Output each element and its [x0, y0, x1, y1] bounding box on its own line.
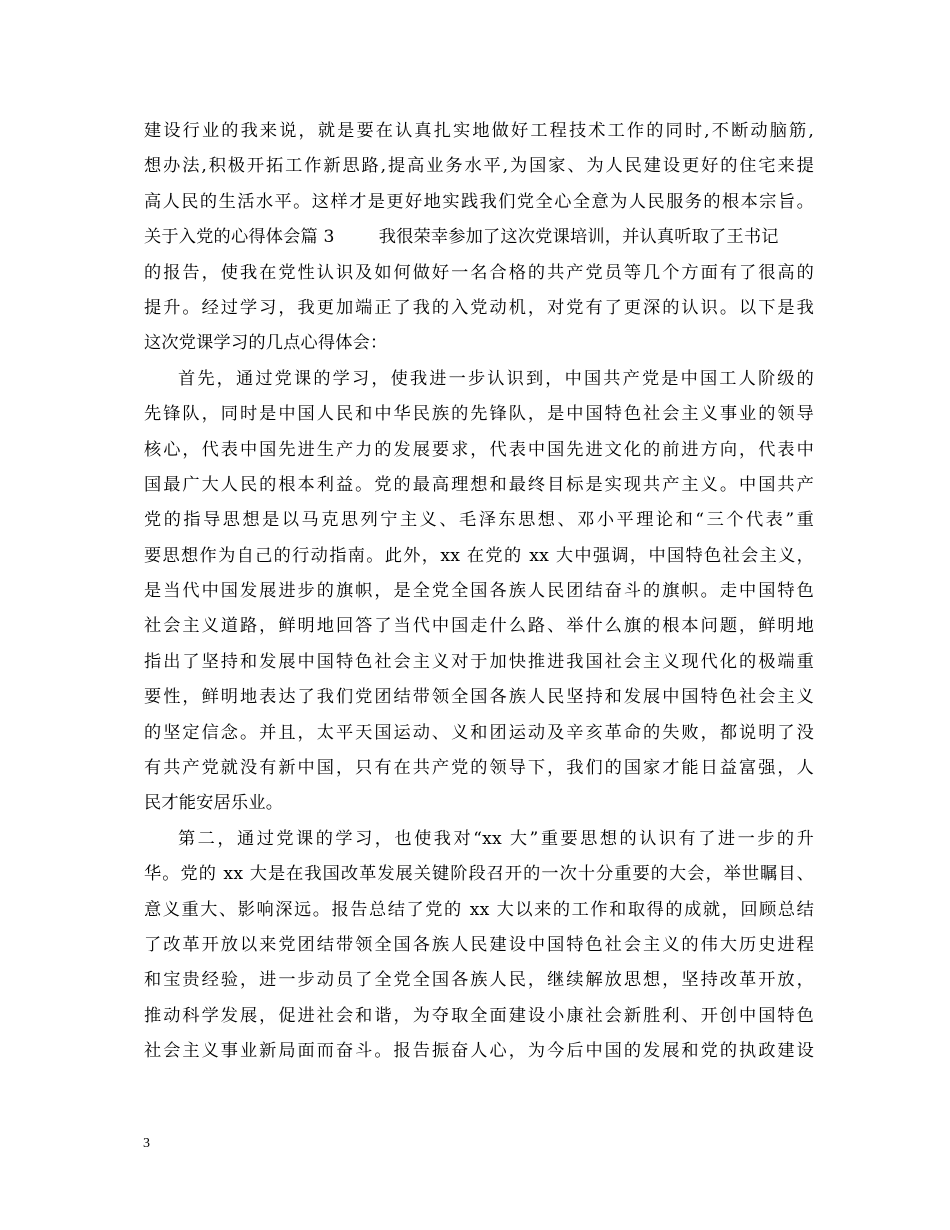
section-first-sentence: 我很荣幸参加了这次党课培训，并认真听取了王书记 [378, 227, 779, 248]
text-line: 民才能安居乐业。 [144, 793, 284, 814]
text-line: 要性，鲜明地表达了我们党团结带领全国各族人民坚持和发展中国特色社会主义 [144, 687, 814, 708]
text-line: 党的指导思想是以马克思列宁主义、毛泽东思想、邓小平理论和“三个代表”重 [144, 510, 814, 531]
text-line: 意义重大、影响深远。报告总结了党的 xx 大以来的工作和取得的成就，回顾总结 [144, 899, 814, 920]
text-line [144, 220, 814, 255]
text-line: 高人民的生活水平。这样才是更好地实践我们党全心全意为人民服务的根本宗旨。 [144, 191, 814, 212]
paragraph-first-line: 首先，通过党课的学习，使我进一步认识到，中国共产党是中国工人阶级的 [178, 368, 814, 389]
text-line: 华。党的 xx 大是在我国改革发展关键阶段召开的一次十分重要的大会，举世瞩目、 [144, 864, 814, 885]
text-line: 有共产党就没有新中国，只有在共产党的领导下，我们的国家才能日益富强，人 [144, 758, 814, 779]
text-line: 了改革开放以来党团结带领全国各族人民建设中国特色社会主义的伟大历史进程 [144, 934, 814, 955]
text-line: 提升。经过学习，我更加端正了我的入党动机，对党有了更深的认识。以下是我 [144, 297, 814, 318]
text-line: 要思想作为自己的行动指南。此外，xx 在党的 xx 大中强调，中国特色社会主义， [144, 545, 814, 566]
text-line: 指出了坚持和发展中国特色社会主义对于加快推进我国社会主义现代化的极端重 [144, 651, 814, 672]
text-line: 建设行业的我来说，就是要在认真扎实地做好工程技术工作的同时,不断动脑筋, [144, 121, 814, 141]
text-line: 社会主义道路，鲜明地回答了当代中国走什么路、举什么旗的根本问题，鲜明地 [144, 616, 814, 637]
page-number: 3 [143, 1136, 150, 1151]
text-line: 核心，代表中国先进生产力的发展要求，代表中国先进文化的前进方向，代表中 [144, 439, 814, 460]
text-line: 是当代中国发展进步的旗帜，是全党全国各族人民团结奋斗的旗帜。走中国特色 [144, 581, 814, 602]
text-line: 推动科学发展，促进社会和谐，为夺取全面建设小康社会新胜利、开创中国特色 [144, 1005, 814, 1026]
text-line: 的报告，使我在党性认识及如何做好一名合格的共产党员等几个方面有了很高的 [144, 262, 814, 283]
body-text [144, 114, 814, 1070]
text-line: 这次党课学习的几点心得体会： [144, 333, 388, 354]
text-line: 的坚定信念。并且，太平天国运动、义和团运动及辛亥革命的失败，都说明了没 [144, 722, 814, 743]
text-line: 想办法,积极开拓工作新思路,提高业务水平,为国家、为人民建设更好的住宅来提 [144, 156, 814, 177]
text-line: 国最广大人民的根本利益。党的最高理想和最终目标是实现共产主义。中国共产 [144, 474, 814, 495]
section-heading: 关于入党的心得体会篇 3 [144, 227, 335, 248]
text-line: 社会主义事业新局面而奋斗。报告振奋人心，为今后中国的发展和党的执政建设 [144, 1041, 814, 1062]
text-line: 先锋队，同时是中国人民和中华民族的先锋队，是中国特色社会主义事业的领导 [144, 404, 814, 425]
paragraph-first-line: 第二，通过党课的学习，也使我对“xx 大”重要思想的认识有了进一步的升 [178, 828, 814, 849]
text-line: 和宝贵经验，进一步动员了全党全国各族人民，继续解放思想，坚持改革开放， [144, 970, 814, 991]
